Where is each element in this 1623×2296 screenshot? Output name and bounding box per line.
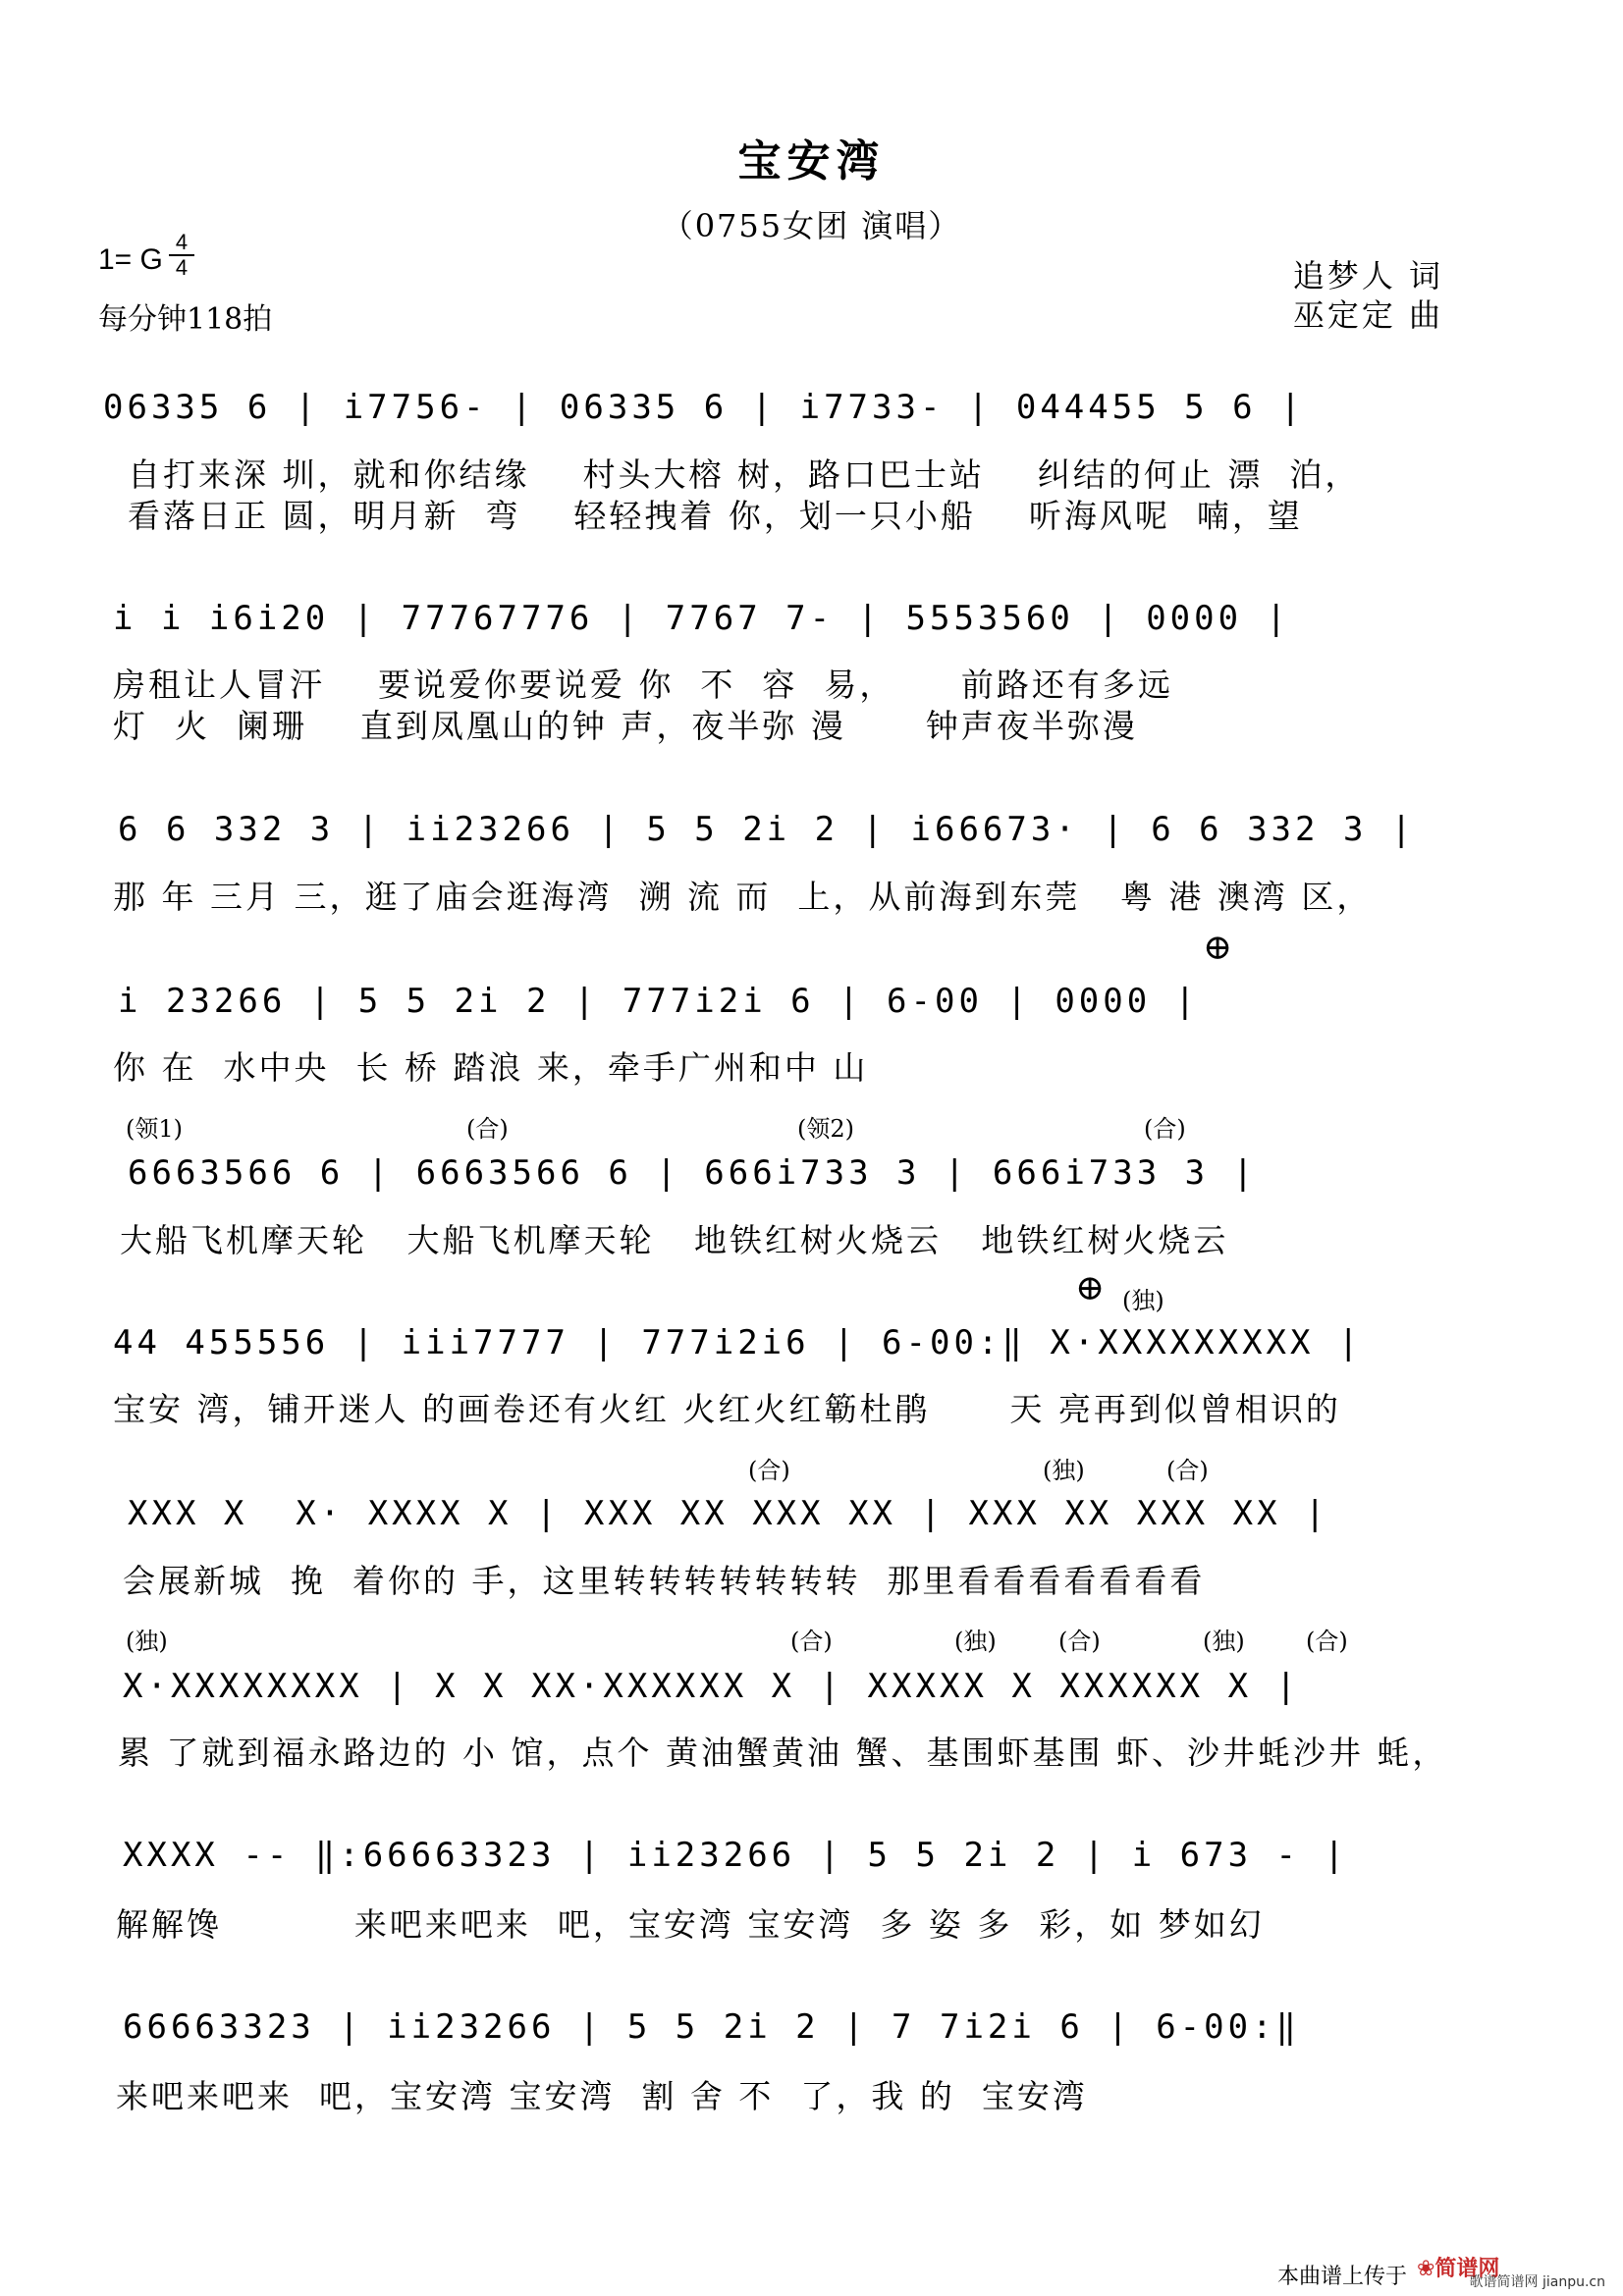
part-mark-chorus: (合) <box>1306 1628 1348 1655</box>
lyricist-credit: 追梦人 词 <box>1292 257 1443 294</box>
notation-line-8: X·XXXXXXXX | X X XX·XXXXXX X | XXXXX X XXXXXX X | <box>123 1667 1301 1706</box>
lyrics-line-1-verse-2: 看落日正 圆，明月新 弯 轻轻拽着 你，划一只小船 听海风呢 喃，望 <box>128 497 1303 535</box>
lyrics-line-1-verse-1: 自打来深 圳，就和你结缘 村头大榕 树，路口巴士站 纠结的何止 漂 泊， <box>128 455 1361 494</box>
part-mark-solo: (独) <box>954 1628 997 1655</box>
notation-line-2: i i i6i20 | 77767776 | 7767 7- | 5553560 | 0000 | <box>113 599 1291 638</box>
lyrics-line-4: 你 在 水中央 长 桥 踏浪 来，牵手广州和中 山 <box>113 1048 869 1087</box>
notation-line-1: 06335 6 | i7756- | 06335 6 | i7733- | 044455 5 6 | <box>103 388 1305 427</box>
notation-line-6: 44 455556 | iii7777 | 777i2i6 | 6-00:‖ X·XXXXXXXXX | <box>113 1323 1363 1362</box>
part-mark-chorus: (合) <box>466 1115 509 1143</box>
part-mark-chorus: (合) <box>1144 1115 1186 1143</box>
part-mark-solo: (独) <box>1122 1287 1164 1314</box>
lyrics-line-7: 会展新城 挽 着你的 手，这里转转转转转转转 那里看看看看看看看 <box>123 1562 1206 1600</box>
notation-line-10: 66663323 | ii23266 | 5 5 2i 2 | 7 7i2i 6 | 6-00:‖ <box>123 2007 1301 2047</box>
tempo-marking: 每分钟118拍 <box>98 302 273 337</box>
notation-line-5: 6663566 6 | 6663566 6 | 666i733 3 | 666i733 3 | <box>128 1153 1258 1193</box>
part-mark-chorus: (合) <box>1058 1628 1101 1655</box>
song-title: 宝安湾 <box>737 136 886 187</box>
key-signature: 1= G <box>98 243 163 276</box>
part-mark-solo: (独) <box>1043 1457 1085 1484</box>
lyrics-line-5: 大船飞机摩天轮 大船飞机摩天轮 地铁红树火烧云 地铁红树火烧云 <box>120 1221 1229 1259</box>
composer-credit: 巫定定 曲 <box>1292 296 1443 334</box>
upload-note: 本曲谱上传于 <box>1276 2265 1407 2289</box>
coda-sign-icon: ⊕ <box>1203 928 1233 968</box>
notation-line-7: XXX X X· XXXX X | XXX XX XXX XX | XXX XX XXX XX | <box>128 1494 1329 1533</box>
part-mark-lead-2: (领2) <box>797 1115 854 1143</box>
part-mark-solo: (独) <box>1203 1628 1245 1655</box>
part-mark-solo: (独) <box>126 1628 168 1655</box>
lyrics-line-9: 解解馋 来吧来吧来 吧，宝安湾 宝安湾 多 姿 多 彩，如 梦如幻 <box>116 1905 1265 1944</box>
lyrics-line-2-verse-2: 灯 火 阑珊 直到凤凰山的钟 声，夜半弥 漫 钟声夜半弥漫 <box>113 707 1138 745</box>
part-mark-lead-1: (领1) <box>126 1115 183 1143</box>
part-mark-chorus: (合) <box>790 1628 833 1655</box>
lyrics-line-8: 累 了就到福永路边的 小 馆，点个 黄油蟹黄油 蟹、基围虾基围 虾、沙井蚝沙井 蚝， <box>118 1734 1448 1772</box>
lyrics-line-10: 来吧来吧来 吧，宝安湾 宝安湾 割 舍 不 了，我 的 宝安湾 <box>116 2077 1088 2115</box>
lyrics-line-3: 那 年 三月 三，逛了庙会逛海湾 溯 流 而 上，从前海到东莞 粤 港 澳湾 区， <box>113 878 1373 916</box>
performer-subtitle: （0755女团 演唱） <box>661 207 962 244</box>
coda-sign-icon: ⊕ <box>1075 1268 1106 1308</box>
time-signature <box>169 232 194 279</box>
time-signature-bottom: 4 <box>175 255 189 280</box>
site-logo-icon: ❀简谱网 <box>1417 2257 1500 2281</box>
notation-line-4: i 23266 | 5 5 2i 2 | 777i2i 6 | 6-00 | 0000 | <box>118 982 1200 1021</box>
part-mark-chorus: (合) <box>748 1457 790 1484</box>
time-signature-top: 4 <box>175 230 189 254</box>
site-watermark[interactable]: 歌谱简谱网 jianpu.cn <box>1469 2274 1605 2290</box>
lyrics-line-6: 宝安 湾，铺开迷人 的画卷还有火红 火红火红簕杜鹃 天 亮再到似曾相识的 <box>113 1390 1341 1428</box>
part-mark-chorus: (合) <box>1166 1457 1209 1484</box>
notation-line-9: XXXX -- ‖:66663323 | ii23266 | 5 5 2i 2 | i 673 - | <box>123 1836 1348 1875</box>
lyrics-line-2-verse-1: 房租让人冒汗 要说爱你要说爱 你 不 容 易， 前路还有多远 <box>113 666 1173 704</box>
notation-line-3: 6 6 332 3 | ii23266 | 5 5 2i 2 | i66673· | 6 6 332 3 | <box>118 810 1416 849</box>
